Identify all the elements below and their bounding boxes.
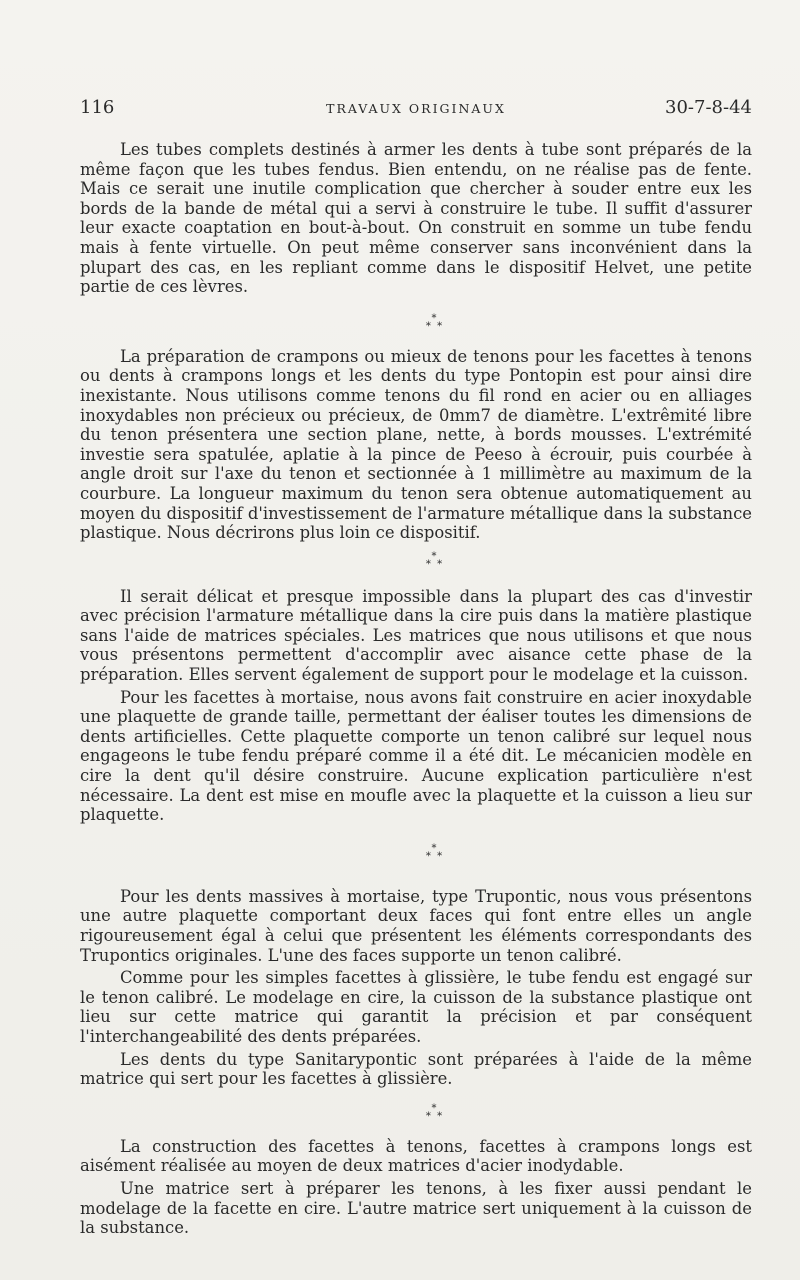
asterism-mark: * * [425,320,443,332]
paragraph-facettes-mortaise: Pour les facettes à mortaise, nous avons fait construire en acier inoxydable une plaquette de grande taille, permettant der éaliser toutes les dimensions de dents artificielles. Cette plaquette comporte un tenon calibré sur lequel nous engageons le tube fendu préparé comme il a été dit. Le mécanicien modèle en cire la dent qu'il désire construire. Aucune explication particulière n'est nécessaire. La dent est mise en moufle avec la plaquette et la cuisson a lieu sur plaquette. [80,687,752,825]
paragraph-preparation-crampons: La préparation de crampons ou mieux de tenons pour les facettes à tenons ou dents à crampons longs et les dents du type Pontopin est pour ainsi dire inexistante. Nous utilisons comme tenons du fil rond en acier ou en alliages inoxydables non précieux ou précieux, de 0mm7 de diamètre. L'extrêmité libre du tenon présentera une section plane, nette, à bords mousses. L'extrémité investie sera spatulée, aplatie à la pince de Peeso à écrouir, puis courbée à angle droit sur l'axe du tenon et sectionnée à 1 millimètre au maximum de la courbure. La longueur maximum du tenon sera obtenue automatiquement au moyen du dispositif d'investissement de l'armature métallique dans la substance plastique. Nous décrirons plus loin ce dispositif. [80,346,752,543]
asterism-mark: * * [425,850,443,862]
paragraph-construction-facettes: La construction des facettes à tenons, facettes à crampons longs est aisément réalisée au moyen de deux matrices d'acier inodydable. [80,1136,752,1176]
asterism-mark: * [431,842,437,854]
page-number: 116 [80,97,115,118]
paragraph-tubes-complets: Les tubes complets destinés à armer les dents à tube sont préparés de la même façon que les tubes fendus. Bien entendu, on ne réalise pas de fente. Mais ce serait une inutile complication que chercher à souder entre eux les bords de la bande de métal qui a servi à construire le tube. Il suffit d'assurer leur exacte coaptation en bout-à-bout. On construit en somme un tube fendu mais à fente virtuelle. On peut même conserver sans inconvénient dans la plupart des cas, en les repliant comme dans le dispositif Helvet, une petite partie de ces lèvres. [80,140,752,297]
paragraph-matrice-tenons: Une matrice sert à préparer les tenons, à les fixer aussi pendant le modelage de la facette en cire. L'autre matrice sert uniquement à la cuisson de la substance. [80,1178,752,1238]
section-separator [80,543,752,587]
paragraph-dents-massives: Pour les dents massives à mortaise, type Trupontic, nous vous présentons une autre plaquette comportant deux faces qui font entre elles un angle rigoureusement égal à celui que présentent les éléments correspondants des Trupontics originales. L'une des faces supporte un tenon calibré. [80,886,752,965]
page-header [80,97,752,119]
asterism-mark: * * [425,1110,443,1122]
paragraph-sanitarypontic: Les dents du type Sanitarypontic sont préparées à l'aide de la même matrice qui sert pour les facettes à glissière. [80,1049,752,1089]
paragraph-facettes-glissiere: Comme pour les simples facettes à glissière, le tube fendu est engagé sur le tenon calibré. Le modelage en cire, la cuisson de la substance plastique ont lieu sur cette matrice qui garantit la précision et par conséquent l'interchangeabilité des dents préparées. [80,968,752,1046]
paragraph-matrices-speciales: Il serait délicat et presque impossible dans la plupart des cas d'investir avec précision l'armature métallique dans la cire puis dans la matière plastique sans l'aide de matrices spéciales. Les matrices que nous utilisons et que nous vous présentons permettent d'accomplir avec aisance cette phase de la préparation. Elles servent également de support pour le modelage et la cuisson. [80,586,752,685]
issue-date: 30-7-8-44 [665,97,752,118]
section-separator [80,297,752,347]
asterism-mark: * [431,1102,437,1114]
article-body [80,140,752,1238]
asterism-mark: * [431,550,437,562]
asterism-mark: * [431,312,437,324]
section-separator [80,825,752,887]
running-title: TRAVAUX ORIGINAUX [326,101,506,116]
asterism-mark: * * [425,558,443,570]
section-separator [80,1089,752,1137]
